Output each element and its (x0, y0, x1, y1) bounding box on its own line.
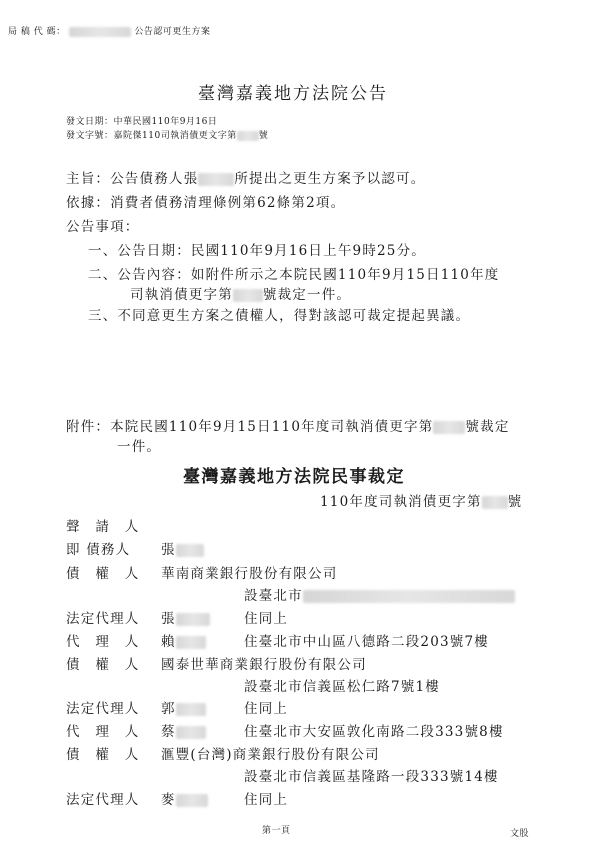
party-role: 債 權 人 (66, 657, 140, 673)
party-role: 聲 請 人 (66, 519, 140, 535)
redacted-attachment-no (433, 421, 465, 434)
redacted-name (176, 636, 206, 649)
party-name: 滙豐(台灣)商業銀行股份有限公司 (161, 747, 380, 763)
party-role: 法定代理人 (66, 611, 140, 627)
party-row (66, 515, 161, 535)
party-addr: 住臺北市大安區敦化南路二段333號8樓 (244, 724, 504, 740)
party-role: 代 理 人 (66, 724, 140, 740)
party-name: 郭 (161, 701, 176, 717)
redacted-name (176, 726, 206, 739)
redacted-name (176, 613, 210, 626)
party-role: 即 債務人 (66, 542, 131, 558)
attachment-line2: 一件。 (117, 439, 162, 455)
party-name: 華南商業銀行股份有限公司 (161, 566, 338, 582)
item-2-line1: 二、公告內容：如附件所示之本院民國110年9月15日110年度 (88, 267, 500, 283)
basis-text: 消費者債務清理條例第62條第2項。 (110, 195, 346, 211)
attachment-line1-post: 號裁定 (465, 419, 510, 435)
attachment-line1-pre: 本院民國110年9月15日110年度司執消債更字第 (110, 419, 434, 435)
ref-value-prefix: 嘉院傑110司執消債更文字第 (113, 131, 237, 141)
code-label: 局 稿 代 碼： (8, 27, 66, 37)
redacted-name (176, 703, 206, 716)
party-row (66, 630, 206, 650)
attachment-label: 附件： (66, 419, 111, 435)
ruling-case-no-post: 號 (507, 494, 523, 510)
ruling-case-no-pre: 110年度司執消債更字第 (320, 494, 482, 510)
items-label: 公告事項： (66, 219, 140, 235)
item-2-line2-post: 號裁定一件。 (262, 287, 352, 303)
party-role: 代 理 人 (66, 634, 140, 650)
party-role: 法定代理人 (66, 792, 140, 808)
subject-line (66, 167, 425, 187)
date-label: 發文日期： (66, 117, 114, 127)
party-row (66, 743, 380, 763)
attachment-line1 (66, 415, 510, 435)
item-3: 三、不同意更生方案之債權人，得對該認可裁定提起異議。 (88, 308, 471, 324)
party-name: 賴 (161, 634, 176, 650)
ruling-title: 臺灣嘉義地方法院民事裁定 (183, 467, 405, 487)
party-name: 麥 (161, 792, 176, 808)
item-1: 一、公告日期：民國110年9月16日上午9時25分。 (88, 243, 427, 259)
ref-label: 發文字號： (66, 131, 114, 141)
party-row (66, 653, 367, 673)
item-2-line2 (130, 283, 351, 303)
redacted-name (176, 544, 204, 557)
party-role: 債 權 人 (66, 747, 140, 763)
party-row (66, 562, 337, 582)
page-number: 第一頁 (262, 826, 291, 836)
redacted-name (176, 794, 208, 807)
header-row (8, 24, 210, 37)
party-name: 張 (161, 611, 176, 627)
party-name: 張 (161, 542, 176, 558)
section-mark: 文股 (510, 829, 530, 839)
party-role: 法定代理人 (66, 701, 140, 717)
ref-line (66, 128, 268, 141)
party-addr: 設臺北市信義區松仁路7號1樓 (244, 679, 440, 695)
redacted-ruling-no (482, 496, 508, 509)
subject-pre: 公告債務人張 (110, 171, 199, 187)
subject-label: 主旨： (66, 171, 111, 187)
date-value: 中華民國110年9月16日 (113, 117, 218, 127)
announcement-title: 臺灣嘉義地方法院公告 (198, 84, 388, 104)
date-line (66, 114, 217, 127)
basis-line (66, 191, 345, 211)
party-addr: 設臺北市 (244, 588, 303, 604)
party-row (66, 607, 210, 627)
ruling-case-no (320, 490, 522, 510)
subject-post: 所提出之更生方案予以認可。 (234, 171, 426, 187)
party-row (66, 697, 206, 717)
ref-value-suffix: 號 (258, 131, 269, 141)
party-name: 國泰世華商業銀行股份有限公司 (161, 657, 367, 673)
party-addr: 住同上 (244, 611, 289, 627)
party-row (66, 538, 204, 558)
party-role: 債 權 人 (66, 566, 140, 582)
party-address (244, 584, 515, 604)
party-name: 蔡 (161, 724, 176, 740)
item-2-line2-pre: 司執消債更字第 (130, 287, 233, 303)
redacted-address (303, 590, 515, 603)
redacted-case-no (233, 289, 263, 302)
redacted-debtor (198, 173, 234, 186)
party-addr: 住臺北市中山區八德路二段203號7樓 (244, 634, 489, 650)
party-addr: 住同上 (244, 792, 289, 808)
party-row (66, 788, 208, 808)
redacted-code (69, 27, 131, 37)
doc-type: 公告認可更生方案 (134, 27, 211, 37)
party-addr: 設臺北市信義區基隆路一段333號14樓 (244, 769, 499, 785)
redacted-ref (237, 131, 259, 141)
party-row (66, 720, 206, 740)
party-addr: 住同上 (244, 701, 289, 717)
basis-label: 依據： (66, 195, 111, 211)
